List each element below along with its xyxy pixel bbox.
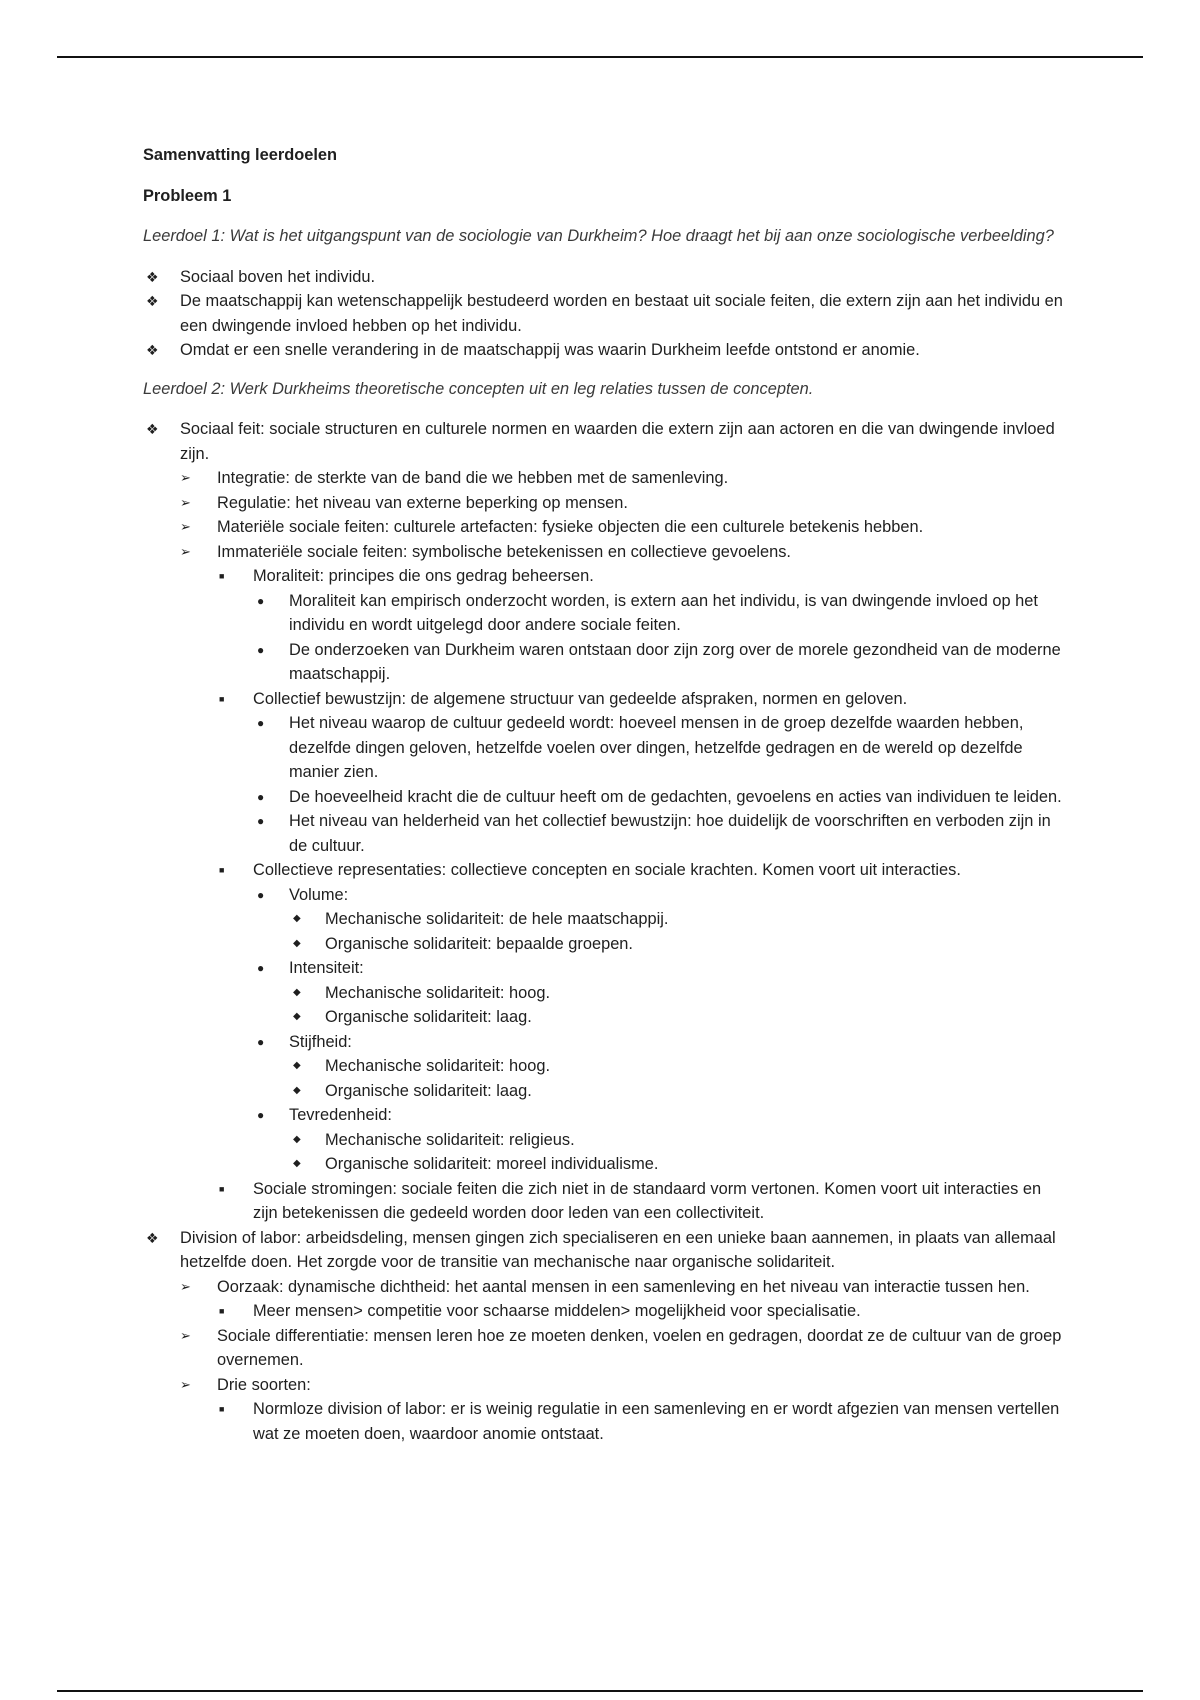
small-diamond-bullet-icon: ◆ [293,937,301,949]
problem-heading: Probleem 1 [143,186,232,205]
list-item: ◆ Mechanische solidariteit: hoog. [289,981,1063,1006]
list-item: ● Het niveau waarop de cultuur gedeeld wordt: hoeveel mensen in de groep dezelfde waarden hebben, dezelfde dingen geloven, hetzelfde voelen over dingen, hetzelfde gedragen en de wereld op dezelfde manier zien. [253,711,1063,785]
list-item: ❖ Omdat er een snelle verandering in de maatschappij was waarin Durkheim leefde ontstond er anomie. [143,338,1063,363]
goal-2-list [143,417,1063,1446]
dot-bullet-icon: ● [257,593,265,608]
arrow-bullet-icon: ➢ [180,494,191,510]
list-item: ■ Sociale stromingen: sociale feiten die zich niet in de standaard vorm vertonen. Komen voort uit interacties en zijn betekenissen die gedeeld worden door leden van een collectiviteit. [217,1177,1063,1226]
list-item: ➢ Integratie: de sterkte van de band die we hebben met de samenleving. [180,466,1063,491]
header-rule [57,56,1143,58]
dot-bullet-icon: ● [257,887,265,902]
small-diamond-bullet-icon: ◆ [293,1011,301,1022]
list-item: ➢ Oorzaak: dynamische dichtheid: het aantal mensen in een samenleving en het niveau van interactie tussen hen. ■ Meer mensen> competitie voor schaarse middelen> mogelijkheid voor specialisatie. [180,1275,1063,1324]
list-item: ● Moraliteit kan empirisch onderzocht worden, is extern aan het individu, is van dwingende invloed op het individu en wordt uitgelegd door andere sociale feiten. [253,589,1063,638]
arrow-bullet-icon: ➢ [180,470,191,485]
square-bullet-icon: ■ [219,865,225,875]
list-item: ➢ Regulatie: het niveau van externe beperking op mensen. [180,491,1063,516]
dot-bullet-icon: ● [257,1108,265,1122]
arrow-bullet-icon: ➢ [180,1376,191,1392]
list-item: ● De onderzoeken van Durkheim waren ontstaan door zijn zorg over de morele gezondheid van de moderne maatschappij. [253,638,1063,687]
list-item: ● De hoeveelheid kracht die de cultuur heeft om de gedachten, gevoelens en acties van individuen te leiden. [253,785,1063,810]
dot-bullet-icon: ● [257,814,265,828]
arrow-bullet-icon: ➢ [180,1327,191,1343]
list-item: ■ Collectief bewustzijn: de algemene structuur van gedeelde afspraken, normen en geloven. ● Het niveau waarop de cultuur gedeeld wordt: hoeveel mensen in de groep dezelfde waarden hebben, dezelfde dingen geloven, hetzelfde voelen over dingen, hetzelfde gedragen en de wereld op dezelfde manier zien. ● De hoeveelheid kracht die de cultuur heeft om de gedachten, gevoelens en acties van individuen te leiden. ● Het niveau van helderheid van het collectief bewustzijn: hoe duidelijk de voorschriften en verboden zijn in de cultuur. [217,687,1063,859]
list-item: ● Tevredenheid: ◆ Mechanische solidariteit: religieus. ◆ Organische solidariteit: moreel individualisme. [253,1103,1063,1177]
small-diamond-bullet-icon: ◆ [293,1133,301,1145]
diamond-bullet-icon: ❖ [146,1229,159,1246]
square-bullet-icon: ■ [219,1306,225,1316]
list-item: ■ Normloze division of labor: er is weinig regulatie in een samenleving en er wordt afgezien van mensen vertellen wat ze moeten doen, waardoor anomie ontstaat. [217,1397,1063,1446]
square-bullet-icon: ■ [219,1404,225,1414]
list-item: ◆ Organische solidariteit: moreel individualisme. [289,1152,1063,1177]
list-item: ➢ Sociale differentiatie: mensen leren hoe ze moeten denken, voelen en gedragen, doordat ze de cultuur van de groep overnemen. [180,1324,1063,1373]
square-bullet-icon: ■ [219,1183,225,1194]
diamond-bullet-icon: ❖ [146,268,159,285]
square-bullet-icon: ■ [219,693,225,704]
list-item: ● Volume: ◆ Mechanische solidariteit: de hele maatschappij. ◆ Organische solidariteit: bepaalde groepen. [253,883,1063,957]
list-item: ◆ Mechanische solidariteit: hoog. [289,1054,1063,1079]
list-item: ➢ Drie soorten: ■ Normloze division of labor: er is weinig regulatie in een samenleving en er wordt afgezien van mensen vertellen wat ze moeten doen, waardoor anomie ontstaat. [180,1373,1063,1447]
small-diamond-bullet-icon: ◆ [293,1158,301,1169]
list-item: ● Het niveau van helderheid van het collectief bewustzijn: hoe duidelijk de voorschriften en verboden zijn in de cultuur. [253,809,1063,858]
list-item: ➢ Immateriële sociale feiten: symbolische betekenissen en collectieve gevoelens. ■ Moraliteit: principes die ons gedrag beheersen. ● Moraliteit kan empirisch onderzocht worden, is extern aan het individu, is van dwingende invloed op het individu en wordt uitgelegd door andere sociale feiten. ● De onderzoeken van Durkheim waren ontstaan door zijn zorg over de morele gezondheid van de moderne maatschappij. ■ Collectief bewustzijn: de algemene structuur van gedeelde afspraken, normen en geloven. ● Het niveau waarop de cultuur gedeeld wordt: hoeveel mensen in de groep dezelfde waarden hebben, dezelfde dingen geloven, hetzelfde voelen over dingen, hetzelfde gedragen en de wereld op dezelfde manier zien. ● De hoeveelheid kracht die de cultuur heeft om de gedachten, gevoelens en acties van individuen te leiden. ● Het niveau van helderheid van het collectief bewustzijn: hoe duidelijk de voorschriften en verboden zijn in de cultuur. ■ Collectieve representaties: collectieve concepten en sociale krachten. Komen voort uit interacties. ● Volume: ◆ Mechanische solidariteit: de hele maatschappij. ◆ Organische solidariteit: bepaalde groepen. ● Intensiteit: ◆ Mechanische solidariteit: hoog. ◆ Organische solidariteit: laag. ● Stijfheid: ◆ Mechanische solidariteit: hoog. ◆ Organische solidariteit: laag. ● Tevredenheid: ◆ Mechanische solidariteit: religieus. ◆ Organische solidariteit: moreel individualisme. ■ Sociale stromingen: sociale feiten die zich niet in de standaard vorm vertonen. Komen voort uit interacties en zijn betekenissen die gedeeld worden door leden van een collectiviteit. [180,540,1063,1226]
small-diamond-bullet-icon: ◆ [293,1060,301,1071]
list-item-social-fact: ❖ Sociaal feit: sociale structuren en culturele normen en waarden die extern zijn aan actoren en die van dwingende invloed zijn. ➢ Integratie: de sterkte van de band die we hebben met de samenleving. ➢ Regulatie: het niveau van externe beperking op mensen. ➢ Materiële sociale feiten: culturele artefacten: fysieke objecten die een culturele betekenis hebben. ➢ Immateriële sociale feiten: symbolische betekenissen en collectieve gevoelens. ■ Moraliteit: principes die ons gedrag beheersen. ● Moraliteit kan empirisch onderzocht worden, is extern aan het individu, is van dwingende invloed op het individu en wordt uitgelegd door andere sociale feiten. ● De onderzoeken van Durkheim waren ontstaan door zijn zorg over de morele gezondheid van de moderne maatschappij. ■ Collectief bewustzijn: de algemene structuur van gedeelde afspraken, normen en geloven. ● Het niveau waarop de cultuur gedeeld wordt: hoeveel mensen in de groep dezelfde waarden hebben, dezelfde dingen geloven, hetzelfde voelen over dingen, hetzelfde gedragen en de wereld op dezelfde manier zien. ● De hoeveelheid kracht die de cultuur heeft om de gedachten, gevoelens en acties van individuen te leiden. ● Het niveau van helderheid van het collectief bewustzijn: hoe duidelijk de voorschriften en verboden zijn in de cultuur. ■ Collectieve representaties: collectieve concepten en sociale krachten. Komen voort uit interacties. ● Volume: ◆ Mechanische solidariteit: de hele maatschappij. ◆ Organische solidariteit: bepaalde groepen. ● Intensiteit: ◆ Mechanische solidariteit: hoog. ◆ Organische solidariteit: laag. ● Stijfheid: ◆ Mechanische solidariteit: hoog. ◆ Organische solidariteit: laag. ● Tevredenheid: ◆ Mechanische solidariteit: religieus. ◆ Organische solidariteit: moreel individualisme. ■ Sociale stromingen: sociale feiten die zich niet in de standaard vorm vertonen. Komen voort uit interacties en zijn betekenissen die gedeeld worden door leden van een collectiviteit. [143,417,1063,1226]
small-diamond-bullet-icon: ◆ [293,1084,301,1096]
dot-bullet-icon: ● [257,961,265,975]
list-item: ● Stijfheid: ◆ Mechanische solidariteit: hoog. ◆ Organische solidariteit: laag. [253,1030,1063,1104]
list-item: ❖ Sociaal boven het individu. [143,265,1063,290]
list-item: ■ Meer mensen> competitie voor schaarse middelen> mogelijkheid voor specialisatie. [217,1299,1063,1324]
goal-1-list [143,265,1063,363]
list-item: ● Intensiteit: ◆ Mechanische solidariteit: hoog. ◆ Organische solidariteit: laag. [253,956,1063,1030]
diamond-bullet-icon: ❖ [146,342,159,358]
list-item: ■ Collectieve representaties: collectieve concepten en sociale krachten. Komen voort uit interacties. ● Volume: ◆ Mechanische solidariteit: de hele maatschappij. ◆ Organische solidariteit: bepaalde groepen. ● Intensiteit: ◆ Mechanische solidariteit: hoog. ◆ Organische solidariteit: laag. ● Stijfheid: ◆ Mechanische solidariteit: hoog. ◆ Organische solidariteit: laag. ● Tevredenheid: ◆ Mechanische solidariteit: religieus. ◆ Organische solidariteit: moreel individualisme. [217,858,1063,1177]
diamond-bullet-icon: ❖ [146,421,159,437]
document-title: Samenvatting leerdoelen [143,146,338,164]
footer-rule [57,1690,1143,1692]
small-diamond-bullet-icon: ◆ [293,986,301,998]
list-item: ➢ Materiële sociale feiten: culturele artefacten: fysieke objecten die een culturele betekenis hebben. [180,515,1063,540]
arrow-bullet-icon: ➢ [180,519,191,534]
list-item: ◆ Organische solidariteit: bepaalde groepen. [289,932,1063,957]
dot-bullet-icon: ● [257,1034,265,1049]
list-item: ◆ Mechanische solidariteit: de hele maatschappij. [289,907,1063,932]
diamond-bullet-icon: ❖ [146,293,159,309]
dot-bullet-icon: ● [257,716,265,730]
learning-goal-2: Leerdoel 2: Werk Durkheims theoretische concepten uit en leg relaties tussen de concepten. [143,379,814,398]
list-item: ◆ Mechanische solidariteit: religieus. [289,1128,1063,1153]
list-item: ◆ Organische solidariteit: laag. [289,1079,1063,1104]
arrow-bullet-icon: ➢ [180,1278,191,1294]
document-content [143,143,1063,1460]
dot-bullet-icon: ● [257,789,265,804]
list-item: ❖ De maatschappij kan wetenschappelijk bestudeerd worden en bestaat uit sociale feiten, die extern zijn aan het individu en een dwingende invloed hebben op het individu. [143,289,1063,338]
list-item-division-of-labor: ❖ Division of labor: arbeidsdeling, mensen gingen zich specialiseren en een unieke baan aannemen, in plaats van allemaal hetzelfde doen. Het zorgde voor de transitie van mechanische naar organische solidariteit. ➢ Oorzaak: dynamische dichtheid: het aantal mensen in een samenleving en het niveau van interactie tussen hen. ■ Meer mensen> competitie voor schaarse middelen> mogelijkheid voor specialisatie. ➢ Sociale differentiatie: mensen leren hoe ze moeten denken, voelen en gedragen, doordat ze de cultuur van de groep overnemen. ➢ Drie soorten: ■ Normloze division of labor: er is weinig regulatie in een samenleving en er wordt afgezien van mensen vertellen wat ze moeten doen, waardoor anomie ontstaat. [143,1226,1063,1447]
dot-bullet-icon: ● [257,642,265,657]
learning-goal-1: Leerdoel 1: Wat is het uitgangspunt van de sociologie van Durkheim? Hoe draagt het bij aan onze sociologische verbeelding? [143,227,1054,245]
small-diamond-bullet-icon: ◆ [293,913,301,924]
list-item: ◆ Organische solidariteit: laag. [289,1005,1063,1030]
arrow-bullet-icon: ➢ [180,543,191,559]
list-item: ■ Moraliteit: principes die ons gedrag beheersen. ● Moraliteit kan empirisch onderzocht worden, is extern aan het individu, is van dwingende invloed op het individu en wordt uitgelegd door andere sociale feiten. ● De onderzoeken van Durkheim waren ontstaan door zijn zorg over de morele gezondheid van de moderne maatschappij. [217,564,1063,687]
square-bullet-icon: ■ [219,571,225,581]
